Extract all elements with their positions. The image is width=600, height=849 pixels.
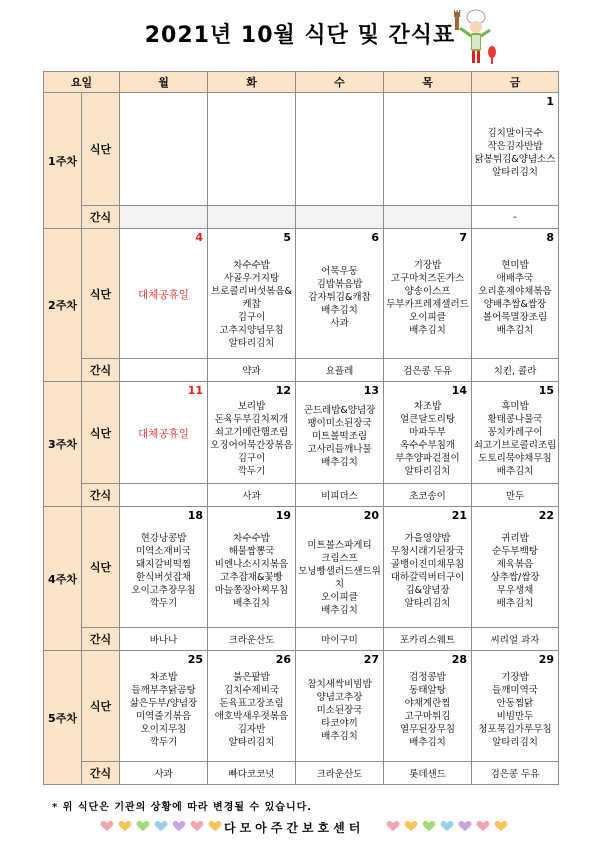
date-number: 25 — [187, 653, 204, 666]
snack-cell: 비피더스 — [296, 484, 384, 507]
meal-item: 돈육표고장조림 — [219, 698, 284, 709]
meal-cell — [120, 229, 208, 359]
meal-cell — [296, 507, 384, 628]
meal-cell — [208, 93, 296, 206]
meal-item: 배추김치 — [409, 737, 446, 748]
meal-item: 배추김치 — [321, 604, 358, 616]
date-number: 4 — [195, 231, 204, 244]
meal-cell — [384, 507, 472, 628]
meal-item: 보리밥 — [237, 401, 266, 412]
meal-cell — [120, 93, 208, 206]
meal-item: 김밥볶음밥 — [316, 279, 363, 290]
meal-item: 붉은팥밥 — [233, 672, 270, 683]
meal-item: 오징어어묵간장볶음 — [210, 440, 293, 451]
menu-note: * 위 식단은 기관의 상황에 따라 변경될 수 있습니다. — [52, 802, 313, 813]
meal-item: 어묵우동 — [321, 266, 358, 277]
meal-items — [120, 671, 207, 749]
meal-item: 골뱅이진미채무침 — [390, 559, 465, 570]
heart-icon — [100, 821, 114, 832]
chef-illustration — [452, 8, 498, 70]
meal-item: 현강낭콩밥 — [140, 533, 187, 544]
meal-cell — [472, 507, 559, 628]
date-number: 11 — [187, 384, 204, 397]
meal-cell — [296, 382, 384, 484]
meal-item: 모닝빵샐러드샌드위치 — [298, 565, 381, 590]
heart-icon — [118, 821, 132, 832]
meal-item: 참치새싹비빔밥 — [307, 678, 372, 690]
snack-cell: 사과 — [208, 484, 296, 507]
snack-cell: 초코송이 — [384, 484, 472, 507]
snack-row — [44, 359, 559, 382]
meal-item: 차수수밥 — [233, 259, 270, 271]
snack-cell: 크라운산도 — [296, 762, 384, 785]
meal-item: 애배추국 — [496, 272, 534, 284]
meal-label: 식단 — [82, 651, 120, 762]
meal-item: 고추잡채&꽃빵 — [220, 572, 283, 583]
meal-item: 차조밥 — [149, 672, 178, 683]
meal-label: 식단 — [82, 93, 120, 206]
meal-cell — [296, 651, 384, 762]
meal-label: 식단 — [82, 507, 120, 628]
meal-item: 오이피클 — [409, 311, 446, 323]
center-name: 다모아주간보호센터 — [224, 821, 365, 835]
meal-items — [296, 539, 383, 617]
meal-item: 현미밥 — [501, 259, 529, 271]
meal-item: 쇠고기브로콜리조림 — [473, 440, 557, 451]
meal-items — [296, 404, 383, 469]
meal-item: 황태콩나물국 — [487, 414, 543, 425]
meal-item: 김치말이국수 — [487, 128, 543, 139]
heart-icon — [172, 821, 186, 832]
snack-cell — [208, 206, 296, 229]
holiday-label: 대체공휴일 — [138, 288, 189, 301]
meal-item: 크림스프 — [321, 552, 358, 564]
date-number: 15 — [538, 384, 555, 397]
meal-item: 알타리김치 — [404, 466, 451, 477]
meal-item: 배추김치 — [233, 598, 270, 609]
snack-cell — [120, 359, 208, 382]
meal-item: 순두부백탕 — [492, 546, 538, 557]
date-number: 6 — [371, 231, 380, 244]
header-row — [44, 72, 559, 93]
heart-icon — [208, 821, 222, 832]
meal-item: 알타리김치 — [228, 337, 275, 349]
meal-item: 돈육두부김치찌개 — [214, 414, 289, 425]
snack-cell: 약과 — [208, 359, 296, 382]
meal-item: 팽이미소된장국 — [307, 418, 372, 429]
snack-cell — [120, 206, 208, 229]
date-number: 26 — [275, 653, 292, 666]
meal-item: 들깨미역국 — [492, 685, 538, 696]
week-label: 5주차 — [44, 651, 82, 785]
snack-cell: 검은콩 두유 — [384, 359, 472, 382]
meal-item: 감자튀김&캐찹 — [308, 292, 371, 303]
meal-item: 김구이 — [237, 453, 266, 464]
snack-label: 간식 — [82, 762, 120, 785]
meal-item: 안동찜닭 — [496, 698, 534, 709]
meal-cell — [472, 229, 559, 359]
header-day: 수 — [296, 72, 384, 93]
meal-items — [208, 532, 295, 610]
meal-cell — [208, 651, 296, 762]
snack-cell: 포카리스웨트 — [384, 628, 472, 651]
meal-item: 미트볼떡조림 — [311, 431, 368, 442]
heart-icon — [136, 821, 150, 832]
meal-item: 오이고추장무침 — [131, 585, 196, 596]
snack-cell — [120, 484, 208, 507]
heart-icon — [494, 821, 508, 832]
meal-item: 볼어묵멸장조림 — [482, 311, 548, 323]
meal-item: 고구마치즈돈가스 — [390, 272, 465, 284]
heart-icon — [476, 821, 490, 832]
meal-label: 식단 — [82, 229, 120, 359]
meal-item: 얼큰달도리탕 — [399, 414, 456, 425]
meal-item: 고사리들깨나물 — [307, 444, 372, 455]
meal-item: 도토리묵야채무침 — [478, 453, 552, 464]
meal-item: 한식버섯잡채 — [135, 572, 192, 583]
meal-cell — [472, 93, 559, 206]
snack-row — [44, 484, 559, 507]
meal-item: 비엔나소시지볶음 — [214, 559, 289, 570]
meal-row — [44, 507, 559, 628]
meal-item: 옥수수부침개 — [399, 440, 456, 451]
meal-item: 깍두기 — [149, 598, 178, 609]
meal-cell — [296, 93, 384, 206]
meal-item: 알타리김치 — [404, 598, 451, 609]
date-number: 1 — [546, 95, 555, 108]
meal-items — [208, 259, 295, 350]
date-number: 20 — [363, 509, 380, 522]
date-number: 8 — [546, 231, 555, 244]
snack-cell: 만두 — [472, 484, 559, 507]
page-title: 2021년 10월 식단 및 간식표 — [144, 23, 456, 48]
meal-cell — [472, 651, 559, 762]
date-number: 13 — [363, 384, 380, 397]
meal-cell — [384, 651, 472, 762]
meal-item: 흑미밥 — [501, 401, 529, 412]
meal-item: 김자반 — [237, 724, 266, 735]
snack-label: 간식 — [82, 628, 120, 651]
meal-items — [120, 532, 207, 610]
meal-items — [208, 671, 295, 749]
meal-item: 김구이 — [237, 311, 266, 323]
meal-row — [44, 651, 559, 762]
week-label: 2주차 — [44, 229, 82, 382]
meal-item: 닭봉튀김&양념소스 — [474, 154, 556, 165]
meal-item: 부추양파겉절이 — [395, 453, 460, 464]
meal-item: 사과 — [330, 318, 349, 329]
header-corner: 요일 — [44, 72, 120, 93]
meal-items — [208, 400, 295, 478]
date-number: 12 — [275, 384, 292, 397]
heart-icon — [458, 821, 472, 832]
date-number: 27 — [363, 653, 380, 666]
meal-items — [384, 671, 471, 749]
meal-item: 무청시래기된장국 — [390, 546, 465, 557]
meal-item: 깍두기 — [237, 466, 266, 477]
meal-item: 야채계란찜 — [404, 698, 451, 709]
meal-item: 양배추쌈&쌈장 — [483, 298, 547, 310]
meal-items — [472, 532, 558, 610]
meal-cell — [384, 229, 472, 359]
meal-cell — [384, 93, 472, 206]
meal-item: 양념고추장 — [316, 691, 363, 703]
meal-item: 고구마튀김 — [404, 711, 451, 722]
meal-item: 깍두기 — [149, 737, 178, 748]
meal-items — [472, 400, 558, 478]
meal-item: 미소된장국 — [316, 704, 363, 716]
meal-row — [44, 93, 559, 206]
meal-cell — [208, 507, 296, 628]
meal-item: 브로콜리버섯볶음&케찹 — [211, 285, 292, 310]
snack-cell — [384, 206, 472, 229]
heart-icon — [386, 821, 400, 832]
meal-item: 배추김치 — [496, 324, 534, 336]
date-number: 14 — [451, 384, 468, 397]
meal-cell — [120, 651, 208, 762]
date-number: 29 — [538, 653, 555, 666]
snack-row — [44, 628, 559, 651]
meal-cell — [384, 382, 472, 484]
snack-cell: 요플레 — [296, 359, 384, 382]
meal-cell — [472, 382, 559, 484]
meal-item: 타코야끼 — [321, 717, 358, 729]
meal-item: 오이지무침 — [140, 724, 187, 735]
meal-label: 식단 — [82, 382, 120, 484]
meal-item: 고추지양념무침 — [219, 324, 284, 336]
meal-item: 알타리김치 — [492, 737, 538, 748]
week-label: 1주차 — [44, 93, 82, 229]
meal-item: 곤드레밥&양념장 — [303, 405, 376, 416]
meal-item: 배추김치 — [409, 324, 446, 336]
date-number: 28 — [451, 653, 468, 666]
meal-items — [384, 259, 471, 337]
header-day: 금 — [472, 72, 559, 93]
heart-row-left — [100, 821, 222, 832]
meal-item: 배추김치 — [321, 457, 358, 468]
meal-item: 미역줄기볶음 — [135, 711, 192, 722]
snack-cell: - — [472, 206, 559, 229]
snack-cell: 롯데샌드 — [384, 762, 472, 785]
meal-item: 비빔만두 — [496, 711, 534, 722]
heart-row-right — [386, 821, 508, 832]
heart-icon — [404, 821, 418, 832]
snack-row — [44, 206, 559, 229]
heart-icon — [154, 821, 168, 832]
meal-item: 작은김자반밥 — [487, 141, 543, 152]
meal-item: 차조밥 — [413, 401, 442, 412]
snack-label: 간식 — [82, 206, 120, 229]
meal-item: 대하갈릭버터구이 — [390, 572, 465, 583]
meal-item: 배추김치 — [496, 598, 534, 609]
meal-item: 배추김치 — [321, 305, 358, 316]
meal-item: 꽁치카레구이 — [487, 427, 543, 438]
meal-row — [44, 382, 559, 484]
heart-icon — [190, 821, 204, 832]
meal-cell — [120, 382, 208, 484]
footer — [0, 818, 600, 838]
snack-cell: 마이구미 — [296, 628, 384, 651]
snack-cell: 크라운산도 — [208, 628, 296, 651]
meal-item: 김치수제비국 — [223, 685, 280, 696]
meal-item: 김&양념장 — [405, 585, 450, 596]
meal-row — [44, 229, 559, 359]
meal-item: 애호박새우젓볶음 — [214, 711, 289, 722]
date-number: 5 — [283, 231, 292, 244]
meal-item: 양송이스프 — [404, 285, 451, 297]
heart-icon — [422, 821, 436, 832]
meal-item: 알타리김치 — [492, 167, 538, 178]
snack-cell: 검은콩 두유 — [472, 762, 559, 785]
meal-item: 오이피클 — [321, 591, 358, 603]
header-day: 목 — [384, 72, 472, 93]
meal-item: 알타리김치 — [228, 737, 275, 748]
meal-item: 검정콩밥 — [409, 672, 446, 683]
snack-cell: 빠다코코넛 — [208, 762, 296, 785]
meal-items — [296, 678, 383, 743]
snack-cell: 바나나 — [120, 628, 208, 651]
meal-cell — [120, 507, 208, 628]
meal-item: 귀리밥 — [501, 533, 529, 544]
meal-item: 상추쌈/쌈장 — [490, 572, 540, 583]
meal-item: 두부카프레제샐러드 — [386, 298, 469, 310]
date-number: 21 — [451, 509, 468, 522]
meal-item: 삶은두부/양념장 — [129, 698, 198, 709]
meal-cell — [208, 382, 296, 484]
meal-item: 배추김치 — [496, 466, 534, 477]
meal-item: 차수수밥 — [233, 533, 270, 544]
meal-item: 기장밥 — [413, 259, 442, 271]
snack-cell: 치킨, 콜라 — [472, 359, 559, 382]
menu-table — [43, 71, 559, 785]
meal-item: 해물짬뽕국 — [228, 546, 275, 557]
snack-row — [44, 762, 559, 785]
meal-items — [384, 400, 471, 478]
meal-cell — [296, 229, 384, 359]
header-day: 화 — [208, 72, 296, 93]
holiday-label: 대체공휴일 — [138, 427, 189, 440]
date-number: 7 — [459, 231, 468, 244]
meal-item: 기장밥 — [501, 672, 529, 683]
meal-item: 동태알탕 — [409, 685, 446, 696]
meal-item: 무우생채 — [496, 585, 534, 596]
meal-item: 마파두부 — [409, 427, 446, 438]
week-label: 3주차 — [44, 382, 82, 507]
meal-item: 청포묵김가루무침 — [478, 724, 552, 735]
meal-items — [384, 532, 471, 610]
meal-cell — [208, 229, 296, 359]
meal-items — [472, 671, 558, 749]
meal-item: 배추김치 — [321, 730, 358, 742]
meal-item: 제육볶음 — [496, 559, 534, 570]
snack-label: 간식 — [82, 359, 120, 382]
meal-item: 열무된장무침 — [399, 724, 456, 735]
meal-item: 들깨부추닭곰탕 — [131, 685, 196, 696]
meal-item: 미역소재비국 — [135, 546, 192, 557]
meal-item: 쇠고기메란햄조림 — [214, 427, 289, 438]
meal-item: 오리훈제야채볶음 — [478, 285, 552, 297]
heart-icon — [440, 821, 454, 832]
meal-item: 미트볼스파게티 — [307, 539, 372, 551]
snack-cell — [296, 206, 384, 229]
week-label: 4주차 — [44, 507, 82, 651]
meal-items — [472, 127, 558, 179]
date-number: 22 — [538, 509, 555, 522]
meal-item: 돼지갈비떡찜 — [135, 559, 192, 570]
snack-cell: 사과 — [120, 762, 208, 785]
meal-item: 사골우거지탕 — [223, 272, 280, 284]
date-number: 19 — [275, 509, 292, 522]
snack-cell: 씨리얼 과자 — [472, 628, 559, 651]
header-day: 월 — [120, 72, 208, 93]
snack-label: 간식 — [82, 484, 120, 507]
meal-items — [296, 265, 383, 330]
meal-item: 마늘쫑장아찌무침 — [214, 585, 289, 596]
date-number: 18 — [187, 509, 204, 522]
meal-items — [472, 259, 558, 337]
meal-item: 가을영양밥 — [404, 533, 451, 544]
